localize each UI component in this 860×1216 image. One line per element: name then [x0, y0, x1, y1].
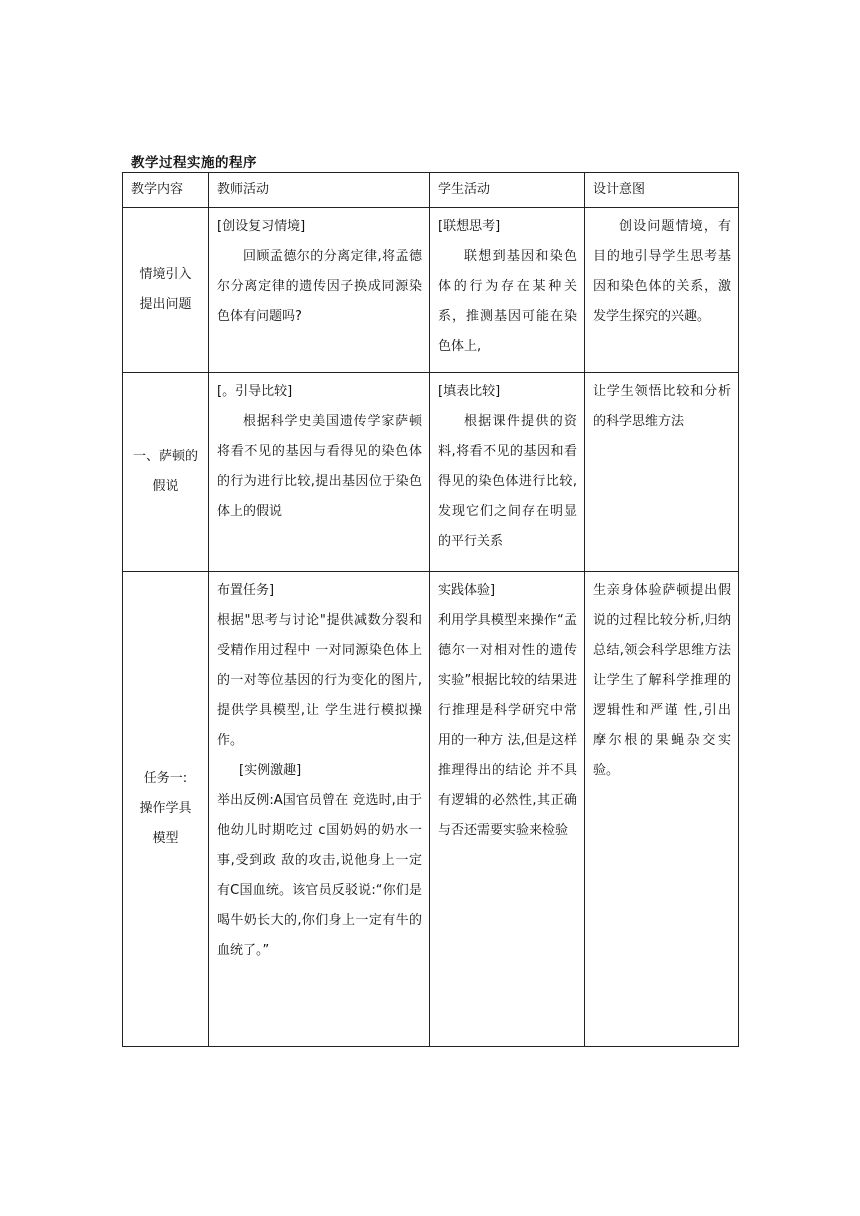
header-teacher: 教师活动	[209, 173, 430, 208]
table-row	[123, 208, 739, 373]
student-text: 联想到基因和染色体的行为存在某种关系，推测基因可能在染色体上,	[438, 249, 577, 354]
content-line: 任务一:	[143, 771, 188, 786]
student-tag: 实践体验]	[438, 583, 496, 598]
table-row	[123, 373, 739, 572]
header-student: 学生活动	[430, 173, 585, 208]
student-tag: [填表比较]	[438, 384, 501, 399]
teacher-tag: 布置任务]	[217, 583, 275, 598]
teacher-text: 根据科学史美国遗传学家萨顿将看不见的基因与看得见的染色体的行为进行比较,提出基因位于染色体上的假说	[217, 414, 422, 519]
row-content-cell	[123, 373, 209, 572]
teacher-cell	[209, 208, 430, 373]
teacher-tag: [。引导比较]	[217, 384, 293, 399]
student-text: 利用学具模型来操作“孟德尔一对相对性的遗传实验”根据比较的结果进行推理是科学研究中常用的一种方 法,但是这样推理得出的结论 并不具有逻辑的必然性,其正确与否还需要实验来检验	[438, 613, 577, 838]
intent-cell	[585, 373, 739, 572]
intent-text: 让学生领悟比较和分析的科学思维方法	[593, 384, 731, 429]
lesson-process-table	[122, 172, 739, 1047]
student-text: 根据课件提供的资料,将看不见的基因和看得见的染色体进行比较,发现它们之间存在明显的平行关系	[438, 414, 577, 549]
content-line: 模型	[152, 831, 179, 846]
content-line: 一、萨顿的	[132, 449, 198, 464]
intent-cell	[585, 208, 739, 373]
teacher-text: 根据"思考与讨论"提供减数分裂和受精作用过程中 一对同源染色体上的一对等位基因的行为变化的图片,提供学具模型,让 学生进行模拟操作。	[217, 613, 422, 748]
teacher-tag: [创设复习情境]	[217, 219, 306, 234]
teacher-tag-2: [实例激趣]	[239, 763, 302, 778]
student-cell	[430, 572, 585, 1047]
document-title: 教学过程实施的程序	[131, 155, 257, 171]
table-header-row	[123, 173, 739, 208]
header-intent: 设计意图	[585, 173, 739, 208]
intent-text: 创设问题情境，有目的地引导学生思考基因和染色体的关系，激发学生探究的兴趣。	[593, 219, 731, 324]
student-cell	[430, 373, 585, 572]
teacher-text-2: 举出反例:A国官员曾在 竞选时,由于他幼儿时期吃过 c国奶妈的奶水一事,受到政 敌的攻击,说他身上一定有C国血统。该官员反驳说:“你们是喝牛奶长大的,你们身上一定有牛的血统了。”	[217, 793, 422, 958]
row-content-cell	[123, 572, 209, 1047]
content-line: 假说	[152, 479, 179, 494]
teacher-cell	[209, 572, 430, 1047]
student-cell	[430, 208, 585, 373]
teacher-cell	[209, 373, 430, 572]
table-row	[123, 572, 739, 1047]
student-tag: [联想思考]	[438, 219, 501, 234]
teacher-text: 回顾孟德尔的分离定律,将孟德尔分离定律的遗传因子换成同源染色体有问题吗?	[217, 249, 422, 324]
content-line: 情境引入	[139, 267, 192, 282]
content-line: 提出问题	[139, 297, 192, 312]
content-line: 操作学具	[139, 801, 192, 816]
header-content: 教学内容	[123, 173, 209, 208]
intent-cell	[585, 572, 739, 1047]
intent-text: 生亲身体验萨顿提出假说的过程比较分析,归纳总结,领会科学思维方法 让学生了解科学推理的逻辑性和严谨 性,引出摩尔根的果蝇杂交实验。	[593, 583, 731, 778]
row-content-cell	[123, 208, 209, 373]
